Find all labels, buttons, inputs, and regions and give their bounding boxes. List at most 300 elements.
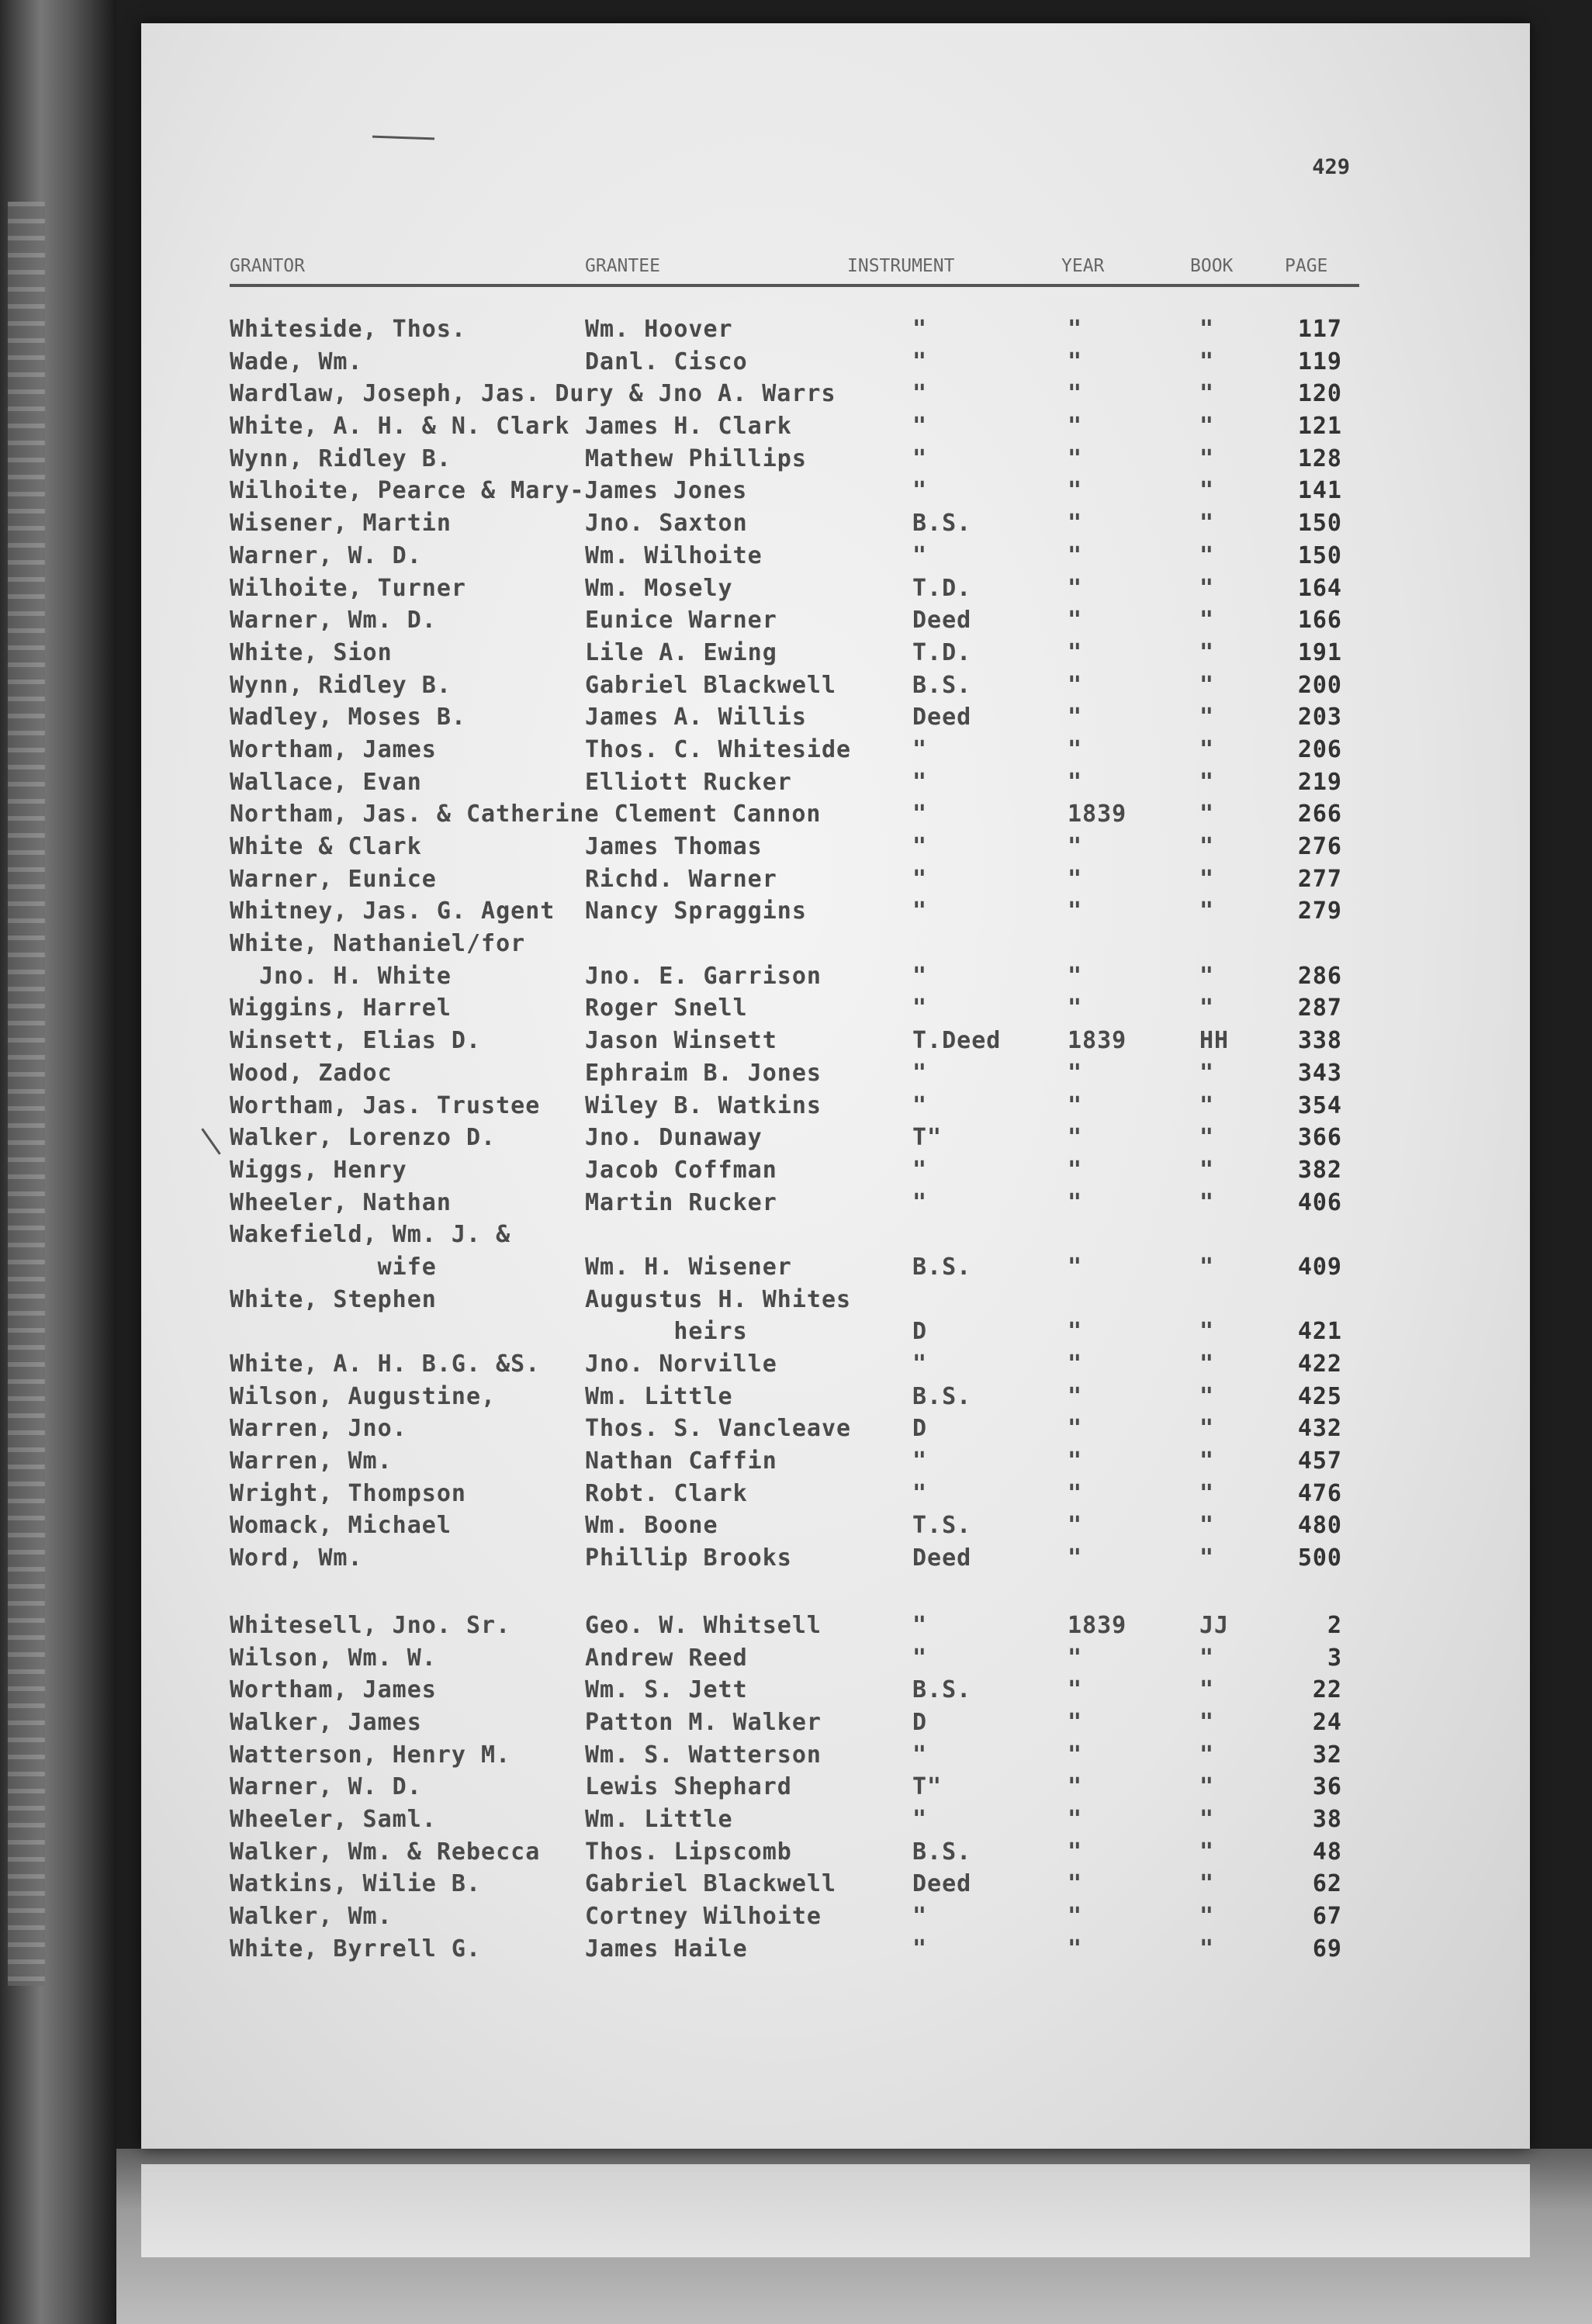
section-gap	[230, 1575, 1362, 1610]
cell-book: "	[1199, 348, 1215, 375]
table-row	[230, 1025, 1362, 1057]
page-number: 429	[1312, 155, 1350, 179]
cell-book: "	[1199, 1253, 1215, 1281]
cell-page: 200	[1297, 671, 1342, 699]
cell-book: "	[1199, 735, 1215, 763]
cell-book: "	[1199, 897, 1215, 925]
cell-book: "	[1199, 1059, 1215, 1087]
cell-grantee: Patton M. Walker	[585, 1708, 822, 1736]
table-row	[230, 346, 1362, 379]
cell-grantee: Jno. E. Garrison	[585, 962, 822, 990]
cell-book: "	[1199, 833, 1215, 860]
cell-grantor: Wright, Thompson	[230, 1479, 466, 1507]
cell-book: "	[1199, 1935, 1215, 1963]
cell-page: 382	[1297, 1156, 1342, 1184]
cell-instrument: "	[912, 1935, 928, 1963]
cell-book: "	[1199, 962, 1215, 990]
table-row	[230, 378, 1362, 410]
cell-grantor: Wilhoite, Turner	[230, 574, 466, 602]
cell-grantor: White & Clark	[230, 833, 422, 860]
cell-grantor: Warner, W. D.	[230, 541, 422, 569]
cell-year: "	[1068, 1447, 1083, 1475]
cell-book: "	[1199, 1382, 1215, 1410]
cell-page: 366	[1297, 1124, 1342, 1152]
cell-grantor: Wortham, James	[230, 1676, 437, 1704]
cell-book: "	[1199, 510, 1215, 538]
cell-grantee: Wiley B. Watkins	[585, 1091, 822, 1119]
table-row	[230, 863, 1362, 896]
table-row	[230, 572, 1362, 605]
cell-grantee: Gabriel Blackwell	[585, 671, 837, 699]
cell-grantor: Wheeler, Saml.	[230, 1805, 437, 1833]
cell-grantee: Martin Rucker	[585, 1188, 777, 1216]
cell-instrument: "	[912, 735, 928, 763]
cell-page: 3	[1327, 1644, 1342, 1672]
cell-year: "	[1068, 962, 1083, 990]
cell-page: 24	[1312, 1708, 1342, 1736]
cell-book: "	[1199, 1447, 1215, 1475]
cell-year: "	[1068, 510, 1083, 538]
deed-index-table	[230, 313, 1362, 1965]
cell-page: 476	[1297, 1479, 1342, 1507]
table-row	[230, 1445, 1362, 1478]
cell-book: "	[1199, 1838, 1215, 1866]
cell-year: "	[1068, 444, 1083, 472]
table-row	[230, 1900, 1362, 1933]
table-row	[230, 313, 1362, 346]
cell-grantee: Ephraim B. Jones	[585, 1059, 822, 1087]
cell-grantor: Walker, James	[230, 1708, 422, 1736]
cell-grantee: Wm. S. Jett	[585, 1676, 748, 1704]
cell-instrument: B.S.	[912, 510, 972, 538]
cell-year: "	[1068, 1512, 1083, 1540]
cell-grantee: Danl. Cisco	[585, 348, 748, 375]
cell-page: 120	[1297, 380, 1342, 408]
cell-page: 128	[1297, 444, 1342, 472]
cell-year: "	[1068, 1091, 1083, 1119]
table-row	[230, 637, 1362, 669]
cell-instrument: B.S.	[912, 1253, 972, 1281]
header-instrument: INSTRUMENT	[847, 256, 955, 276]
cell-book: "	[1199, 380, 1215, 408]
cell-grantee: Thos. S. Vancleave	[585, 1415, 852, 1443]
page-bottom-edge	[141, 2164, 1530, 2257]
cell-instrument: D	[912, 1708, 928, 1736]
cell-page: 206	[1297, 735, 1342, 763]
cell-year: "	[1068, 1350, 1083, 1378]
cell-page: 67	[1312, 1903, 1342, 1930]
cell-grantee: Andrew Reed	[585, 1644, 748, 1672]
table-row	[230, 798, 1362, 831]
cell-grantor: Whiteside, Thos.	[230, 316, 466, 343]
cell-book: HH	[1199, 1027, 1230, 1055]
cell-grantee: Wm. H. Wisener	[585, 1253, 792, 1281]
table-row	[230, 1771, 1362, 1804]
cell-grantee: Gabriel Blackwell	[585, 1870, 837, 1898]
cell-grantor: Whitney, Jas. G. Agent	[230, 897, 555, 925]
cell-year: "	[1068, 1382, 1083, 1410]
cell-year: "	[1068, 1318, 1083, 1346]
table-row	[230, 1057, 1362, 1090]
cell-instrument: B.S.	[912, 1838, 972, 1866]
cell-page: 406	[1297, 1188, 1342, 1216]
header-book: BOOK	[1190, 256, 1234, 276]
cell-grantor: White, A. H. B.G. &S.	[230, 1350, 541, 1378]
table-row	[230, 1933, 1362, 1966]
cell-year: "	[1068, 1188, 1083, 1216]
table-row	[230, 960, 1362, 993]
cell-page: 166	[1297, 607, 1342, 635]
table-row	[230, 992, 1362, 1025]
cell-year: "	[1068, 1156, 1083, 1184]
cell-grantor: Word, Wm.	[230, 1544, 363, 1572]
cell-year: "	[1068, 735, 1083, 763]
cell-book: "	[1199, 1512, 1215, 1540]
cell-page: 422	[1297, 1350, 1342, 1378]
table-row	[230, 1187, 1362, 1219]
cell-grantor: Wheeler, Nathan	[230, 1188, 452, 1216]
cell-grantor: Wardlaw, Joseph, Jas. Dury & Jno A. Warrs	[230, 380, 836, 408]
cell-grantee: Lewis Shephard	[585, 1773, 792, 1801]
cell-page: 432	[1297, 1415, 1342, 1443]
cell-page: 219	[1297, 768, 1342, 796]
cell-year: "	[1068, 413, 1083, 441]
cell-instrument: "	[912, 1447, 928, 1475]
cell-grantee: James A. Willis	[585, 704, 807, 731]
cell-grantor: Wortham, James	[230, 735, 437, 763]
cell-book: "	[1199, 1350, 1215, 1378]
cell-book: "	[1199, 704, 1215, 731]
cell-instrument: T.D.	[912, 574, 972, 602]
cell-grantee: Thos. C. Whiteside	[585, 735, 852, 763]
cell-page: 338	[1297, 1027, 1342, 1055]
cell-year: "	[1068, 704, 1083, 731]
cell-grantor: Wade, Wm.	[230, 348, 363, 375]
cell-grantor: Wynn, Ridley B.	[230, 671, 452, 699]
table-row	[230, 1804, 1362, 1836]
cell-grantor: Wilson, Augustine,	[230, 1382, 497, 1410]
cell-grantee: Jno. Norville	[585, 1350, 777, 1378]
table-row	[230, 507, 1362, 540]
cell-grantee: Augustus H. Whites	[585, 1285, 852, 1313]
table-row	[230, 734, 1362, 766]
cell-year: "	[1068, 477, 1083, 505]
cell-page: 2	[1327, 1611, 1342, 1639]
cell-grantee: Jacob Coffman	[585, 1156, 777, 1184]
cell-instrument: Deed	[912, 607, 972, 635]
cell-grantor: Winsett, Elias D.	[230, 1027, 482, 1055]
cell-instrument: B.S.	[912, 1676, 972, 1704]
table-row	[230, 1478, 1362, 1510]
cell-grantor: Wiggins, Harrel	[230, 994, 452, 1022]
table-row	[230, 1707, 1362, 1739]
cell-grantor: Wilson, Wm. W.	[230, 1644, 437, 1672]
cell-page: 421	[1297, 1318, 1342, 1346]
cell-grantee: Roger Snell	[585, 994, 748, 1022]
cell-instrument: "	[912, 316, 928, 343]
cell-grantee: Nathan Caffin	[585, 1447, 777, 1475]
table-row	[230, 928, 1362, 960]
cell-grantor: Wakefield, Wm. J. &	[230, 1221, 511, 1249]
table-row	[230, 1542, 1362, 1575]
cell-instrument: "	[912, 1059, 928, 1087]
cell-page: 32	[1312, 1741, 1342, 1769]
cell-year: 1839	[1068, 1027, 1127, 1055]
binding-strip	[8, 202, 45, 1986]
cell-instrument: Deed	[912, 1870, 972, 1898]
table-row	[230, 1316, 1362, 1348]
cell-page: 343	[1297, 1059, 1342, 1087]
cell-grantee: Mathew Phillips	[585, 444, 807, 472]
cell-year: "	[1068, 574, 1083, 602]
cell-grantor: Wallace, Evan	[230, 768, 422, 796]
table-row	[230, 1413, 1362, 1445]
table-row	[230, 1836, 1362, 1869]
cell-year: "	[1068, 1935, 1083, 1963]
table-row	[230, 604, 1362, 637]
cell-year: "	[1068, 1838, 1083, 1866]
cell-book: "	[1199, 768, 1215, 796]
cell-year: "	[1068, 1415, 1083, 1443]
cell-grantor: White, Nathaniel/for	[230, 930, 526, 958]
cell-instrument: B.S.	[912, 1382, 972, 1410]
cell-year: "	[1068, 1644, 1083, 1672]
table-row	[230, 475, 1362, 507]
cell-page: 286	[1297, 962, 1342, 990]
table-row	[230, 701, 1362, 734]
table-row	[230, 1219, 1362, 1251]
cell-book: "	[1199, 574, 1215, 602]
cell-grantor: Wynn, Ridley B.	[230, 444, 452, 472]
cell-grantee: Wm. Little	[585, 1805, 733, 1833]
table-header	[230, 250, 1359, 287]
table-row	[230, 669, 1362, 702]
cell-instrument: "	[912, 1091, 928, 1119]
cell-grantor: Warren, Wm.	[230, 1447, 393, 1475]
cell-instrument: "	[912, 897, 928, 925]
cell-grantee: Cortney Wilhoite	[585, 1903, 822, 1930]
cell-year: "	[1068, 1773, 1083, 1801]
cell-book: "	[1199, 1156, 1215, 1184]
cell-year: "	[1068, 1708, 1083, 1736]
cell-page: 36	[1312, 1773, 1342, 1801]
cell-instrument: "	[912, 1644, 928, 1672]
cell-grantor: Wortham, Jas. Trustee	[230, 1091, 541, 1119]
cell-grantee: Richd. Warner	[585, 865, 777, 893]
cell-instrument: "	[912, 833, 928, 860]
cell-book: "	[1199, 1773, 1215, 1801]
table-row	[230, 1348, 1362, 1381]
cell-page: 409	[1297, 1253, 1342, 1281]
table-row	[230, 895, 1362, 928]
cell-book: "	[1199, 541, 1215, 569]
table-row	[230, 1251, 1362, 1284]
cell-instrument: "	[912, 865, 928, 893]
cell-year: "	[1068, 994, 1083, 1022]
cell-year: "	[1068, 768, 1083, 796]
cell-page: 480	[1297, 1512, 1342, 1540]
cell-book: "	[1199, 1676, 1215, 1704]
cell-grantee: Elliott Rucker	[585, 768, 792, 796]
cell-page: 287	[1297, 994, 1342, 1022]
cell-year: "	[1068, 897, 1083, 925]
cell-instrument: T"	[912, 1773, 943, 1801]
cell-year: "	[1068, 1059, 1083, 1087]
cell-year: 1839	[1068, 1611, 1127, 1639]
cell-page: 457	[1297, 1447, 1342, 1475]
cell-page: 203	[1297, 704, 1342, 731]
cell-grantor: Warner, Wm. D.	[230, 607, 437, 635]
table-row	[230, 410, 1362, 443]
cell-grantor: Warner, W. D.	[230, 1773, 422, 1801]
cell-grantor: Wisener, Martin	[230, 510, 452, 538]
cell-page: 279	[1297, 897, 1342, 925]
cell-grantor: White, Sion	[230, 638, 393, 666]
cell-instrument: D	[912, 1415, 928, 1443]
table-row	[230, 540, 1362, 572]
cell-book: "	[1199, 1870, 1215, 1898]
cell-grantor: Warner, Eunice	[230, 865, 437, 893]
cell-instrument: "	[912, 1188, 928, 1216]
cell-grantee: Wm. Wilhoite	[585, 541, 763, 569]
header-year: YEAR	[1061, 256, 1105, 276]
cell-grantor: Walker, Wm. & Rebecca	[230, 1838, 541, 1866]
cell-instrument: "	[912, 1611, 928, 1639]
cell-grantor: Womack, Michael	[230, 1512, 452, 1540]
table-row	[230, 1090, 1362, 1122]
table-row	[230, 1674, 1362, 1707]
cell-book: "	[1199, 1318, 1215, 1346]
cell-grantee: Phillip Brooks	[585, 1544, 792, 1572]
cell-page: 48	[1312, 1838, 1342, 1866]
cell-instrument: "	[912, 444, 928, 472]
cell-instrument: "	[912, 477, 928, 505]
cell-grantor: White, Stephen	[230, 1285, 437, 1313]
cell-year: "	[1068, 865, 1083, 893]
cell-book: "	[1199, 1903, 1215, 1930]
cell-instrument: "	[912, 348, 928, 375]
cell-year: "	[1068, 1124, 1083, 1152]
cell-book: "	[1199, 607, 1215, 635]
cell-grantee: Wm. Little	[585, 1382, 733, 1410]
header-grantee: GRANTEE	[585, 256, 660, 276]
cell-instrument: "	[912, 1350, 928, 1378]
cell-page: 150	[1297, 541, 1342, 569]
cell-grantee: Jason Winsett	[585, 1027, 777, 1055]
cell-book: "	[1199, 316, 1215, 343]
cell-grantee: James H. Clark	[585, 413, 792, 441]
cell-grantor: Walker, Wm.	[230, 1903, 393, 1930]
cell-grantor: Watkins, Wilie B.	[230, 1870, 482, 1898]
cell-year: "	[1068, 1805, 1083, 1833]
cell-grantor: White, A. H. & N. Clark	[230, 413, 570, 441]
adjacent-page-edge	[0, 0, 116, 2324]
cell-instrument: "	[912, 994, 928, 1022]
cell-instrument: "	[912, 541, 928, 569]
cell-grantor: Whitesell, Jno. Sr.	[230, 1611, 511, 1639]
cell-grantor: Northam, Jas. & Catherine Clement Cannon	[230, 801, 822, 828]
cell-book: "	[1199, 994, 1215, 1022]
cell-book: "	[1199, 1708, 1215, 1736]
cell-book: "	[1199, 1644, 1215, 1672]
cell-page: 62	[1312, 1870, 1342, 1898]
cell-grantor: Jno. H. White	[230, 962, 452, 990]
cell-book: "	[1199, 1741, 1215, 1769]
cell-year: 1839	[1068, 801, 1127, 828]
cell-page: 354	[1297, 1091, 1342, 1119]
cell-grantee: heirs	[585, 1318, 748, 1346]
cell-year: "	[1068, 1544, 1083, 1572]
cell-instrument: "	[912, 1479, 928, 1507]
cell-page: 141	[1297, 477, 1342, 505]
cell-instrument: "	[912, 380, 928, 408]
cell-instrument: "	[912, 962, 928, 990]
table-row	[230, 1739, 1362, 1772]
cell-grantee: Wm. Mosely	[585, 574, 733, 602]
cell-year: "	[1068, 1676, 1083, 1704]
cell-grantee: Geo. W. Whitsell	[585, 1611, 822, 1639]
table-row	[230, 1610, 1362, 1642]
cell-instrument: "	[912, 1741, 928, 1769]
cell-grantor: Wood, Zadoc	[230, 1059, 393, 1087]
cell-grantee: Wm. Boone	[585, 1512, 718, 1540]
cell-grantee: Jno. Dunaway	[585, 1124, 763, 1152]
cell-instrument: T.Deed	[912, 1027, 1002, 1055]
cell-year: "	[1068, 1903, 1083, 1930]
cell-page: 164	[1297, 574, 1342, 602]
cell-instrument: "	[912, 1805, 928, 1833]
table-row	[230, 1122, 1362, 1154]
cell-grantor: White, Byrrell G.	[230, 1935, 482, 1963]
table-row	[230, 831, 1362, 863]
cell-grantor: Warren, Jno.	[230, 1415, 407, 1443]
cell-book: "	[1199, 1415, 1215, 1443]
cell-grantor: Walker, Lorenzo D.	[230, 1124, 497, 1152]
cell-book: "	[1199, 1479, 1215, 1507]
cell-year: "	[1068, 638, 1083, 666]
cell-book: "	[1199, 477, 1215, 505]
cell-instrument: Deed	[912, 1544, 972, 1572]
cell-grantee: Nancy Spraggins	[585, 897, 807, 925]
table-row	[230, 1154, 1362, 1187]
cell-grantor: wife	[230, 1253, 437, 1281]
header-grantor: GRANTOR	[230, 256, 305, 276]
cell-grantee: Jno. Saxton	[585, 510, 748, 538]
cell-grantee: Lile A. Ewing	[585, 638, 777, 666]
cell-year: "	[1068, 541, 1083, 569]
cell-instrument: T.S.	[912, 1512, 972, 1540]
cell-instrument: D	[912, 1318, 928, 1346]
cell-book: "	[1199, 865, 1215, 893]
cell-instrument: "	[912, 1156, 928, 1184]
cell-year: "	[1068, 607, 1083, 635]
cell-book: "	[1199, 413, 1215, 441]
cell-page: 22	[1312, 1676, 1342, 1704]
cell-page: 121	[1297, 413, 1342, 441]
cell-instrument: Deed	[912, 704, 972, 731]
cell-instrument: "	[912, 1903, 928, 1930]
table-row	[230, 1642, 1362, 1675]
cell-instrument: T"	[912, 1124, 943, 1152]
table-row	[230, 443, 1362, 476]
cell-page: 266	[1297, 801, 1342, 828]
cell-page: 277	[1297, 865, 1342, 893]
cell-book: JJ	[1199, 1611, 1230, 1639]
cell-year: "	[1068, 1870, 1083, 1898]
cell-book: "	[1199, 1091, 1215, 1119]
cell-grantee: Wm. S. Watterson	[585, 1741, 822, 1769]
cell-grantor: Wadley, Moses B.	[230, 704, 466, 731]
